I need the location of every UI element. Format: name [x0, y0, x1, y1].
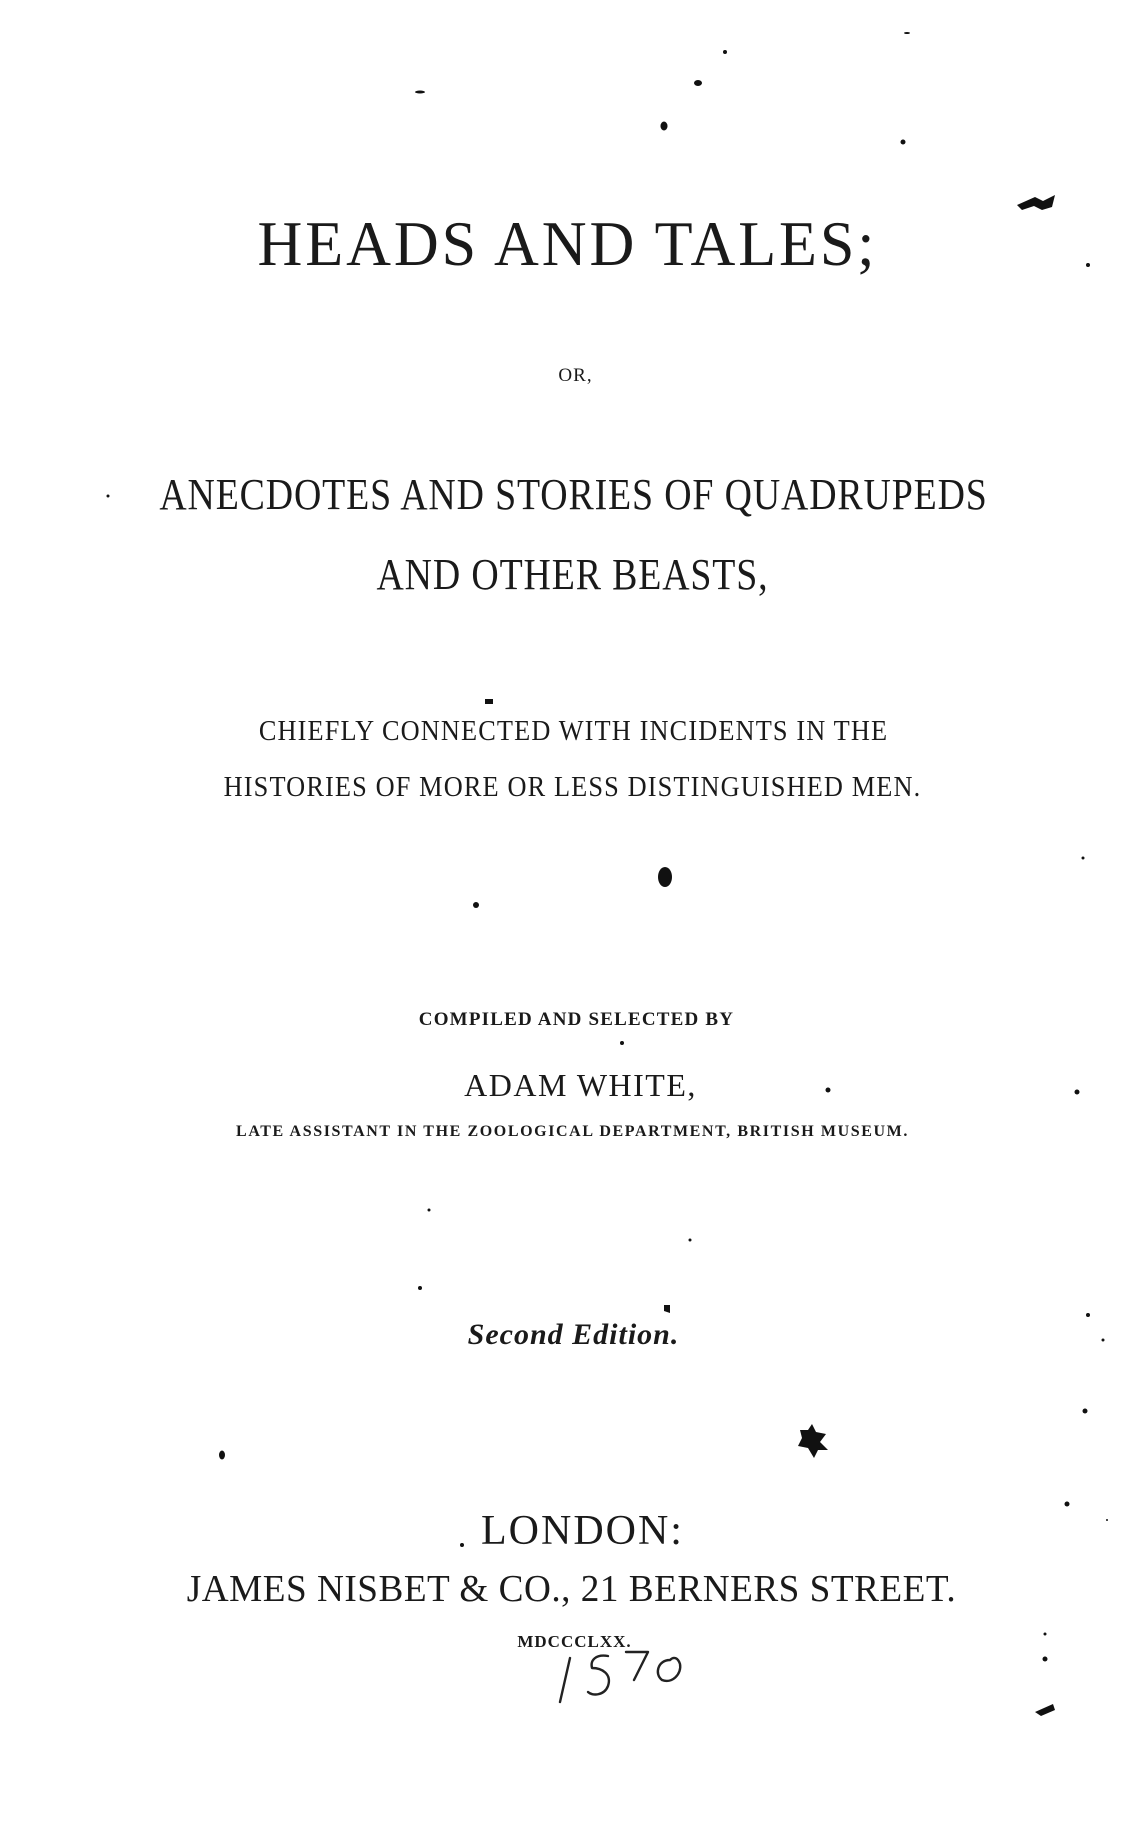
description-line-2: HISTORIES OF MORE OR LESS DISTINGUISHED MEN. [223, 772, 922, 803]
title-conjunction: OR, [558, 365, 593, 386]
subtitle-line-1: ANECDOTES AND STORIES OF QUADRUPEDS [159, 470, 988, 519]
compiled-by-label: COMPILED AND SELECTED BY [418, 1009, 735, 1030]
description-line-1: CHIEFLY CONNECTED WITH INCIDENTS IN THE [258, 716, 889, 747]
handwritten-year-annotation [530, 1630, 730, 1710]
publication-city: LONDON: [481, 1508, 684, 1554]
edition-statement: Second Edition. [467, 1318, 680, 1351]
subtitle-line-2: AND OTHER BEASTS, [376, 550, 769, 599]
publication-date-roman: MDCCCLXX. [517, 1632, 632, 1651]
publisher-line: JAMES NISBET & CO., 21 BERNERS STREET. [186, 1568, 957, 1610]
author-affiliation: LATE ASSISTANT IN THE ZOOLOGICAL DEPARTMENT, BRITISH MUSEUM. [236, 1123, 909, 1140]
author-name: ADAM WHITE, [464, 1067, 697, 1103]
main-title: HEADS AND TALES; [257, 208, 878, 279]
